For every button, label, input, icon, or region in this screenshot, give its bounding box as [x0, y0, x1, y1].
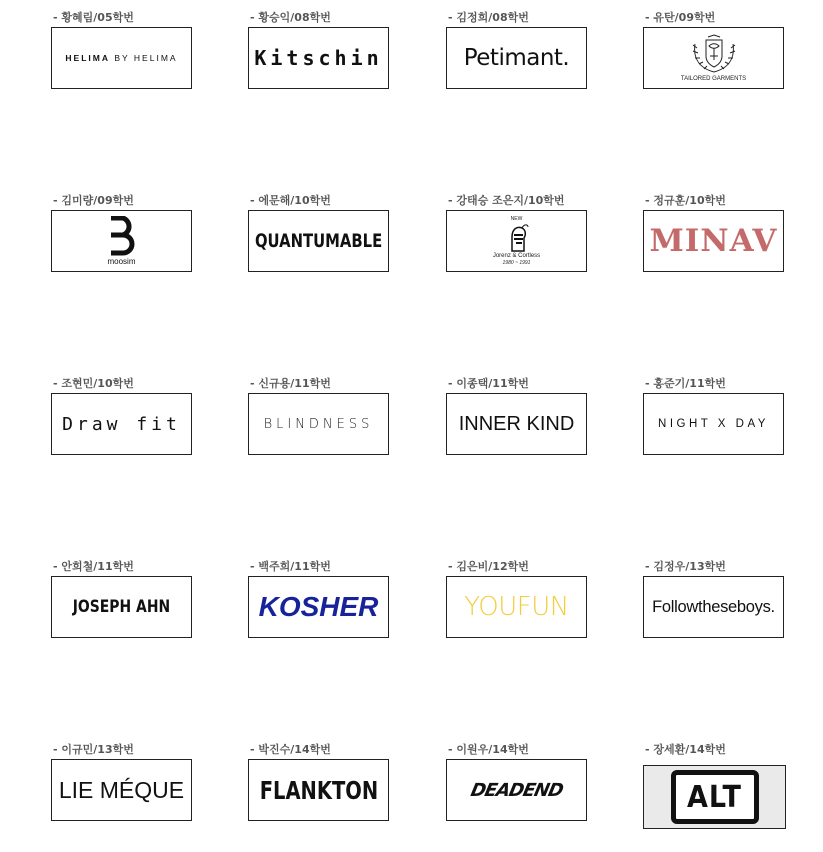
- designer-caption: - 김정희/08학번: [448, 11, 529, 24]
- brand-card-drawfit: [51, 377, 201, 435]
- brand-card-followtheseboys: [643, 560, 793, 616]
- brand-logo-top: NEW: [510, 215, 523, 222]
- designer-caption: - 에문해/10학번: [250, 194, 331, 207]
- brand-card-youfun: [446, 560, 596, 622]
- brand-logo: MINAV: [649, 223, 778, 259]
- brand-logo: ALT: [687, 779, 742, 815]
- alt-frame: [671, 770, 759, 824]
- brand-logo: FLANKTON: [259, 775, 378, 805]
- brand-card-flankton: [248, 743, 398, 805]
- brand-logo-box[interactable]: [643, 576, 784, 638]
- brand-logo: DEADEND: [468, 779, 565, 801]
- brand-logo-box[interactable]: [248, 210, 389, 272]
- brand-logo: YOUFUN: [464, 592, 569, 622]
- designer-caption: - 황승익/08학번: [250, 11, 331, 24]
- brand-logo: JOSEPH AHN: [72, 597, 171, 617]
- brand-card-kosher: [248, 560, 398, 622]
- brand-logo: Kitschin: [254, 46, 383, 70]
- designer-caption: - 안희철/11학번: [53, 560, 134, 573]
- brand-card-minav: [643, 194, 793, 259]
- designer-caption: - 신규용/11학번: [250, 377, 331, 390]
- brand-logo: INNER KIND: [458, 412, 575, 435]
- brand-logo: Jorenz & Cortless: [492, 252, 541, 259]
- moosim-mark-icon: [107, 216, 137, 256]
- brand-logo-box[interactable]: [248, 576, 389, 638]
- brand-logo: Draw fit: [62, 413, 181, 435]
- brand-logo: HELIMA BY HELIMA: [65, 53, 178, 63]
- knight-helmet-icon: [504, 223, 530, 253]
- designer-caption: - 박진수/14학번: [250, 743, 331, 756]
- brand-card-quantumable: [248, 194, 398, 252]
- brand-logo-box[interactable]: [51, 576, 192, 638]
- designer-caption: - 김정우/13학번: [645, 560, 726, 573]
- crest-emblem-icon: [687, 34, 741, 76]
- designer-caption: - 장세환/14학번: [645, 743, 726, 756]
- brand-card-kitschin: [248, 11, 398, 70]
- designer-caption: - 유탄/09학번: [645, 11, 716, 24]
- brand-logo-box[interactable]: [51, 393, 192, 455]
- brand-logo-box[interactable]: [51, 759, 192, 821]
- brand-logo-box[interactable]: [248, 759, 389, 821]
- brand-logo: Followtheseboys.: [652, 597, 775, 616]
- brand-logo-box[interactable]: [446, 393, 587, 455]
- brand-logo: TAILORED GARMENTS: [680, 75, 747, 82]
- designer-caption: - 강태승 조은지/10학번: [448, 194, 565, 207]
- designer-caption: - 홍준기/11학번: [645, 377, 726, 390]
- brand-card-petimant: [446, 11, 596, 71]
- brand-card-josephahn: [51, 560, 201, 617]
- brand-logo: BLINDNESS: [263, 416, 374, 432]
- brand-card-jorenz: [446, 194, 596, 266]
- designer-caption: - 백주희/11학번: [250, 560, 331, 573]
- brand-card-deadend: [446, 743, 596, 801]
- brand-card-nightxday: [643, 377, 793, 430]
- brand-logo-box[interactable]: [248, 27, 389, 89]
- brand-logo-box[interactable]: [643, 27, 784, 89]
- brand-card-liemeque: [51, 743, 201, 803]
- designer-caption: - 이원우/14학번: [448, 743, 529, 756]
- brand-logo: QUANTUMABLE: [254, 230, 383, 252]
- brand-logo-years: 1980 ~ 1991: [502, 259, 531, 266]
- brand-logo-box[interactable]: [446, 27, 587, 89]
- brand-logo: KOSHER: [258, 591, 379, 622]
- designer-caption: - 조현민/10학번: [53, 377, 134, 390]
- brand-card-moosim: [51, 194, 201, 266]
- designer-caption: - 이규민/13학번: [53, 743, 134, 756]
- brand-card-helima: [51, 11, 201, 63]
- designer-caption: - 황혜림/05학번: [53, 11, 134, 24]
- brand-logo: moosim: [107, 257, 136, 266]
- brand-card-innerkind: [446, 377, 596, 435]
- brand-logo-box[interactable]: [643, 393, 784, 455]
- brand-card-blindness: [248, 377, 398, 432]
- brand-card-tailored: [643, 11, 793, 82]
- brand-logo-box[interactable]: [446, 210, 587, 272]
- brand-logo-box[interactable]: [643, 210, 784, 272]
- designer-caption: - 김미량/09학번: [53, 194, 134, 207]
- brand-logo: LIE MÉQUE: [58, 776, 185, 803]
- brand-logo: Petimant.: [463, 45, 570, 71]
- brand-logo-box[interactable]: [643, 765, 786, 829]
- brand-logo-box[interactable]: [446, 759, 587, 821]
- brand-logo-box[interactable]: [51, 210, 192, 272]
- brand-logo-box[interactable]: [248, 393, 389, 455]
- brand-logo: NIGHT X DAY: [658, 418, 769, 430]
- brand-logo-box[interactable]: [51, 27, 192, 89]
- designer-caption: - 정규훈/10학번: [645, 194, 726, 207]
- designer-caption: - 김은비/12학번: [448, 560, 529, 573]
- brand-card-alt: [643, 743, 793, 815]
- brand-logo-box[interactable]: [446, 576, 587, 638]
- designer-caption: - 이종택/11학번: [448, 377, 529, 390]
